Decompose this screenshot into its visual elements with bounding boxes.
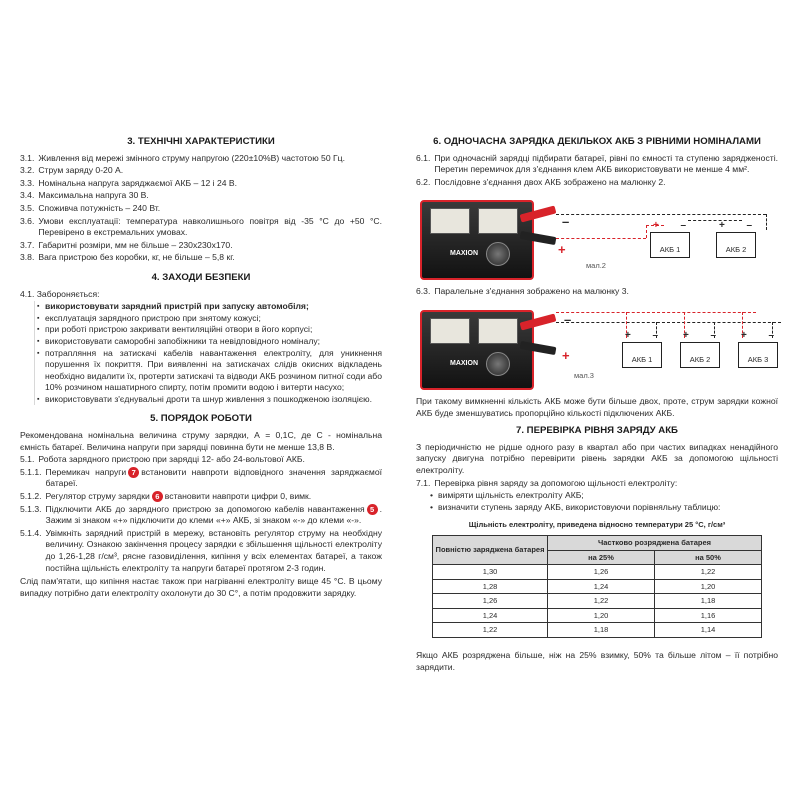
- section-5-intro: Рекомендована номінальна величина струму зарядки, А = 0,1С, де С - номінальна ємність батареї. Величина напруги при зарядці повинна бути не менше 13,8 В.: [20, 430, 382, 452]
- battery-2: + – АКБ 2: [680, 342, 720, 368]
- neg-bus: [556, 322, 781, 323]
- spec-item: 3.3. Номінальна напруга заряджаємої АКБ – 12 і 24 В.: [20, 177, 238, 188]
- section-7-intro: З періодичністю не рідше одного разу в квартал або при частих випадках ненадійного запуску двигуна потрібно перевірити рівень зарядки АКБ за допомогою щільності електроліту.: [416, 441, 778, 475]
- section-7-outro: Якщо АКБ розряджена більше, ніж на 25% взимку, 50% та більше літом – її потрібно зарядити.: [416, 650, 778, 672]
- battery-2: + – АКБ 2: [716, 232, 756, 258]
- table-header-row: [433, 535, 762, 550]
- figure-2-series: [416, 190, 778, 284]
- plus-sign: +: [562, 347, 570, 363]
- current-knob: [486, 352, 510, 376]
- section-4-title: 4. ЗАХОДИ БЕЗПЕКИ: [151, 271, 251, 283]
- safety-item: ▪ експлуатація зарядного пристрою при знятому кожусі;: [37, 313, 382, 325]
- figure-label: мал.2: [586, 261, 606, 271]
- pos-bus: [556, 312, 756, 313]
- col-header-full: Повністю заряджена батарея: [433, 535, 548, 564]
- plus-sign: +: [558, 242, 566, 258]
- safety-item: ▪ використовувати з'єднувальні дроти та шнур живлення з пошкодженою ізоляцією.: [37, 394, 382, 406]
- table-row: 1,22 1,18 1,14: [433, 623, 762, 638]
- spec-item: 3.4. Максимальна напруга 30 В.: [20, 190, 149, 201]
- table-row: 1,26 1,22 1,18: [433, 594, 762, 609]
- safety-item: ▪ використовувати саморобні запобіжники та невідповідного номіналу;: [37, 336, 382, 348]
- step-5-1-3: 5.1.3. Підключити АКБ до зарядного пристрою за допомогою кабелів навантаження 5 . Зажим зі знаком «+» підключити до клеми «+» АКБ, зі знаком «-» до клеми «-».: [20, 503, 382, 526]
- battery-1: + – АКБ 1: [650, 232, 690, 258]
- ammeter: [430, 318, 470, 344]
- table-row: 1,30 1,26 1,22: [433, 565, 762, 580]
- safety-item: ▪ використовувати зарядний пристрій при запуску автомобіля;: [37, 301, 382, 313]
- spec-item: 3.8. Вага пристрою без коробки, кг, не більше – 5,8 кг.: [20, 252, 235, 263]
- step-5-1: 5.1. Робота зарядного пристрою при зарядці 12- або 24-вольтової АКБ.: [20, 454, 305, 465]
- charger-image: [420, 310, 534, 390]
- pos-wire-up: [646, 225, 647, 238]
- check-item: • виміряти щільність електроліту АКБ;: [430, 490, 778, 502]
- neg-wire: [556, 214, 766, 215]
- left-column: [20, 134, 382, 600]
- voltmeter: [478, 318, 518, 344]
- section-7-title: 7. ПЕРЕВІРКА РІВНЯ ЗАРЯДУ АКБ: [516, 425, 678, 437]
- safety-item: ▪ при роботі пристрою закривати вентиляційні отвори в його корпусі;: [37, 324, 382, 336]
- ammeter: [430, 208, 470, 234]
- section-6-after: При такому вимкненні кількість АКБ може бути більше двох, проте, струм зарядки кожної АКБ буде зменшуватись пропорційно кількості підключених АКБ.: [416, 395, 778, 418]
- section-5-note: Слід пам'ятати, що кипіння настає також при нагріванні електроліту вище 45 °С. В цьому випадку потрібно дати електроліту охолонути до 30 С°, а потім продовжити зарядку.: [20, 576, 382, 598]
- density-table: [432, 535, 762, 638]
- spec-item: 3.1. Живлення від мережі змінного струму напругою (220±10%В) частотою 50 Гц.: [20, 152, 345, 163]
- spec-item: 3.6. Умови експлуатації: температура навколишнього повітря від -35 °С до +50 °С. Перевірено в екстремальних умовах.: [20, 215, 382, 238]
- number-badge: 6: [152, 491, 163, 502]
- current-knob: [486, 242, 510, 266]
- section-3-title: 3. ТЕХНІЧНІ ХАРАКТЕРИСТИКИ: [127, 136, 275, 147]
- step-6-2: 6.2. Послідовне з'єднання двох АКБ зображено на малюнку 2.: [416, 176, 666, 187]
- step-6-3: 6.3. Паралельне з'єднання зображено на малюнку 3.: [416, 286, 629, 297]
- table-row: 1,28 1,24 1,20: [433, 579, 762, 594]
- number-badge: 7: [128, 467, 139, 478]
- brand-logo: MAXION: [450, 250, 478, 258]
- table-caption: Щільність електроліту, приведена відносно температури 25 °С, г/см³: [468, 520, 726, 530]
- safety-item: ▪ потрапляння на затискачі кабелів навантаження електроліту, для уникнення порушення їх покриття. При виявленні на затискачах слідів окисних відкладень необхідно видалити їх, протерти затискачі та відводи АКБ розчином питної соди або 10% розчином нашатирного спирту, потім промити водою і витерти насухо;: [37, 348, 382, 394]
- section-4-intro: 4.1. Забороняється:: [20, 288, 100, 299]
- col-header-25: на 25%: [548, 550, 655, 565]
- neg-wire-drop: [766, 214, 767, 230]
- safety-list: [34, 301, 382, 405]
- number-badge: 5: [367, 504, 378, 515]
- jumper-wire: [688, 220, 742, 221]
- table-row: 1,24 1,20 1,16: [433, 608, 762, 623]
- figure-label: мал.3: [574, 370, 594, 380]
- step-7-1: 7.1. Перевірка рівня заряду за допомогою щільності електроліту:: [416, 477, 678, 488]
- step-6-1: 6.1. При одночасній зарядці підбирати батареї, рівні по ємності та ступеню зарядженості. Перетин перемичок для з'єднання клем АКБ використовувати не менше 4 мм².: [416, 152, 778, 175]
- battery-3: + – АКБ 3: [738, 342, 778, 368]
- col-header-50: на 50%: [655, 550, 762, 565]
- step-5-1-2: 5.1.2. Регулятор струму зарядки 6 встановити навпроти цифри 0, вимк.: [20, 491, 312, 502]
- check-item: • визначити ступень заряду АКБ, використовуючи порівняльну таблицю:: [430, 502, 778, 514]
- col-header-partial: Частково розряджена батарея: [548, 535, 762, 550]
- step-5-1-1: 5.1.1. Перемикач напруги 7 встановити навпроти відповідного значення заряджаємої батареї.: [20, 466, 382, 489]
- pos-wire: [556, 238, 646, 239]
- step-5-1-4: 5.1.4. Увімкніть зарядний пристрій в мережу, встановіть регулятор струму на необхідну величину. Ознакою закінчення процесу зарядки є збільшення щільності електроліту до 1,26-1,28 г/см³, рясне газовиділення, кипіння у всіх елементах батареї, а також постійна щільність електроліту та напруги батареї протягом 2-3 годин.: [20, 527, 382, 573]
- spec-item: 3.2. Струм заряду 0-20 А.: [20, 165, 124, 176]
- spec-item: 3.7. Габаритні розміри, мм не більше – 230х230х170.: [20, 239, 233, 250]
- section-3-list: [20, 153, 382, 264]
- figure-3-parallel: [416, 300, 778, 394]
- right-column: [416, 134, 778, 674]
- spec-item: 3.5. Споживча потужність – 240 Вт.: [20, 202, 161, 213]
- brand-logo: MAXION: [450, 359, 478, 367]
- minus-sign: –: [562, 214, 570, 230]
- section-5-title: 5. ПОРЯДОК РОБОТИ: [150, 413, 252, 425]
- battery-1: + – АКБ 1: [622, 342, 662, 368]
- minus-sign: –: [564, 311, 572, 327]
- section-6-title: 6. ОДНОЧАСНА ЗАРЯДКА ДЕКІЛЬКОХ АКБ З РІВНИМИ НОМІНАЛАМИ: [433, 136, 761, 147]
- check-list: [416, 490, 778, 513]
- charger-image: [420, 200, 534, 280]
- voltmeter: [478, 208, 518, 234]
